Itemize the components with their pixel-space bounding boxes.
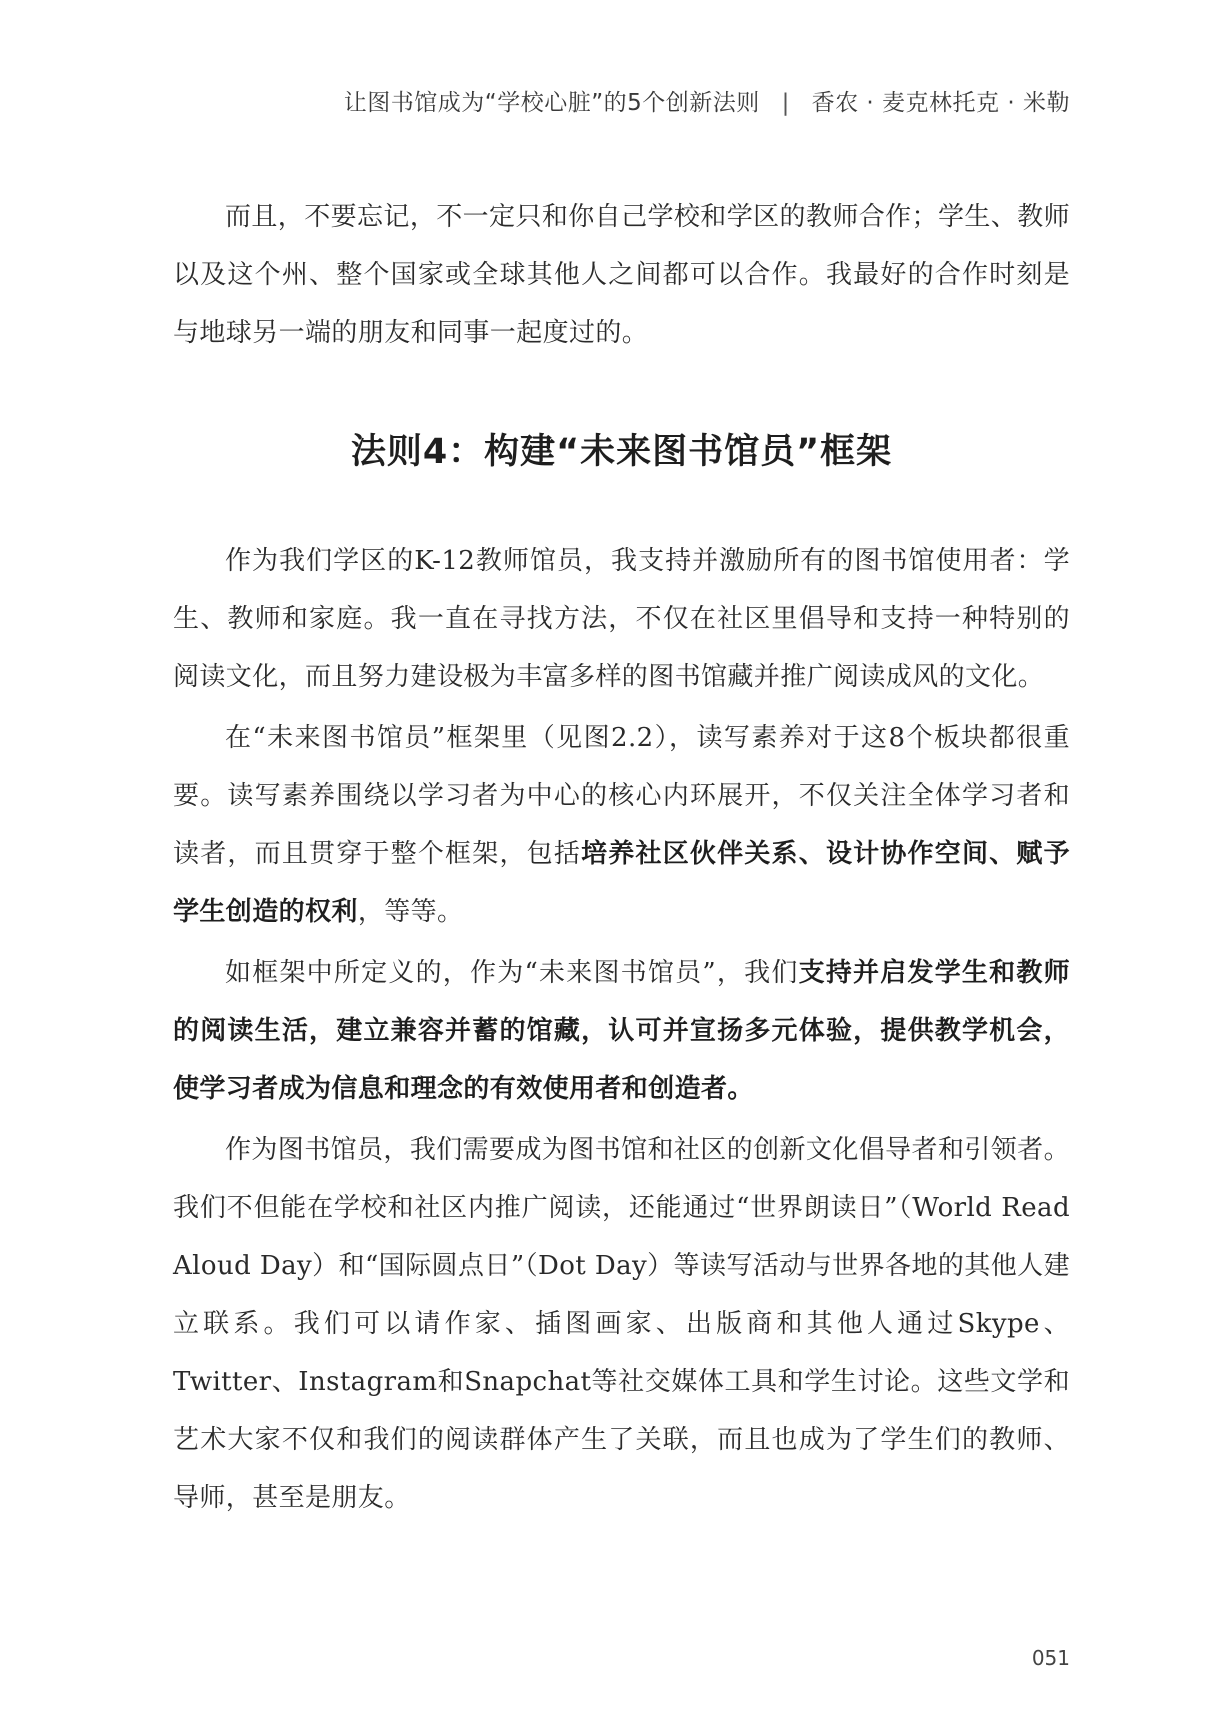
paragraph-librarian-role: 作为我们学区的K-12教师馆员，我支持并激励所有的图书馆使用者：学生、教师和家庭。我一直在寻找方法，不仅在社区里倡导和支持一种特别的阅读文化，而且努力建设极为丰富多样的图书馆藏并推广阅读成风的文化。 (173, 546, 1070, 692)
definition-emphasis: 支持并启发学生和教师的阅读生活，建立兼容并蓄的馆藏，认可并宣扬多元体验，提供教学机会，使学习者成为信息和理念的有效使用者和创造者。 (173, 958, 1070, 1104)
page-number: 051 (1031, 1646, 1070, 1670)
definition-text: 如框架中所定义的，作为“未来图书馆员”，我们 (225, 958, 799, 988)
page-body (173, 188, 1070, 1527)
author-name: 香农 · 麦克林托克 · 米勒 (811, 90, 1070, 116)
framework-emphasis: 培养社区伙伴关系、设计协作空间、赋予学生创造的权利 (173, 839, 1070, 927)
paragraph-collaboration: 而且，不要忘记，不一定只和你自己学校和学区的教师合作；学生、教师以及这个州、整个国家或全球其他人之间都可以合作。我最好的合作时刻是与地球另一端的朋友和同事一起度过的。 (173, 202, 1070, 348)
chapter-title: 让图书馆成为“学校心脏”的5个创新法则 (343, 90, 760, 116)
section-heading: 法则4：构建“未来图书馆员”框架 (350, 432, 893, 472)
header-separator: | (781, 90, 790, 116)
paragraph-framework (173, 709, 1070, 941)
running-header (344, 84, 1070, 117)
framework-text: 在“未来图书馆员”框架里（见图2.2），读写素养对于这8个板块都很重要。读写素养围绕以学习者为中心的核心内环展开，不仅关注全体学习者和读者，而且贯穿于整个框架，包括 (173, 723, 1070, 869)
paragraph-innovation: 作为图书馆员，我们需要成为图书馆和社区的创新文化倡导者和引领者。我们不但能在学校和社区内推广阅读，还能通过“世界朗读日”（World Read Aloud Day）和“国际圆点日”（Dot Day）等读写活动与世界各地的其他人建立联系。我们可以请作家、插图画家、出版商和其他人通过Skype、Twitter、Instagram和Snapchat等社交媒体工具和学生讨论。这些文学和艺术大家不仅和我们的阅读群体产生了关联，而且也成为了学生们的教师、导师，甚至是朋友。 (173, 1135, 1070, 1513)
framework-text-end: ，等等。 (357, 897, 464, 927)
paragraph-definition (173, 944, 1070, 1118)
